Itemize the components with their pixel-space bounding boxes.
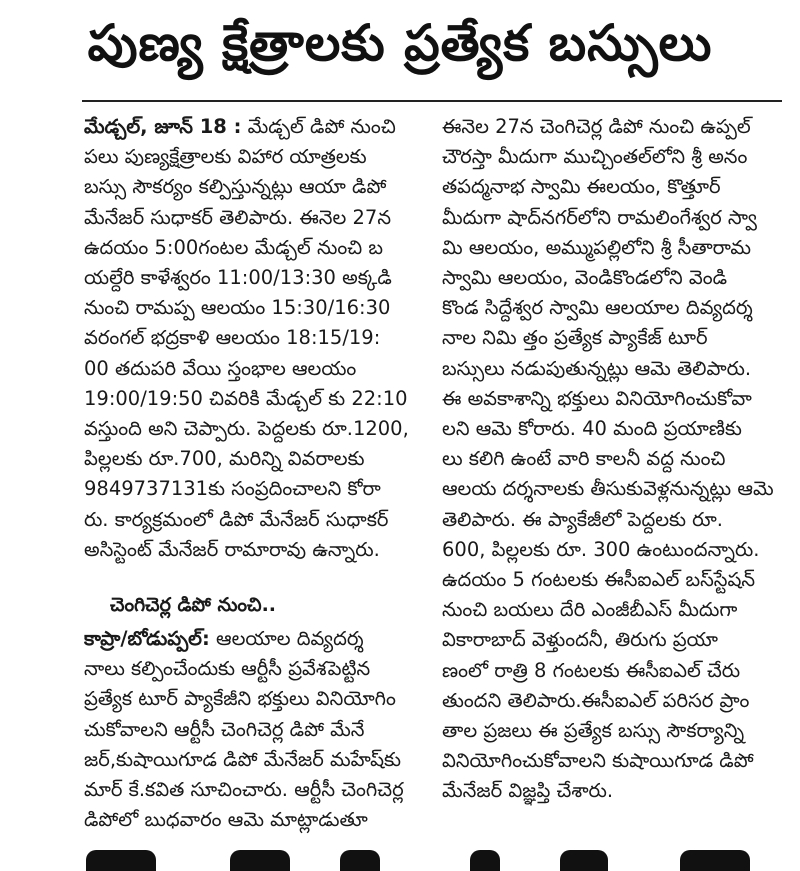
glyph-fragment	[470, 850, 500, 871]
article-line: వస్తుంది అని చెప్పారు. పెద్దలకు రూ.1200,	[84, 417, 409, 441]
right-column	[442, 112, 782, 807]
article-line: తుందని తెలిపారు.ఈసీఐఎల్ పరిసర ప్రాం	[442, 688, 750, 712]
article-line: డిపోలో బుధవారం ఆమె మాట్లాడుతూ	[84, 808, 368, 832]
article-line: కొండ సిద్దేశ్వర స్వామి ఆలయాల దివ్యదర్శ	[442, 296, 753, 320]
article-line: నుంచి రామప్ప ఆలయం 15:30/16:30	[84, 296, 391, 320]
article-line: మేనేజర్ సుధాకర్ తెలిపారు. ఈనెల 27న	[84, 205, 392, 229]
article-line: స్వామి ఆలయం, వెండికొండలోని వెండి	[442, 266, 728, 290]
article-line: యల్దేరి కాళేశ్వరం 11:00/13:30 అక్కడి	[84, 266, 392, 290]
article-line: అసిస్టెంట్ మేనేజర్ రామారావు ఉన్నారు.	[84, 537, 380, 561]
glyph-fragment	[230, 850, 290, 871]
article-line: ఉదయం 5 గంటలకు ఈసీఐఎల్ బస్‌స్టేషన్	[442, 568, 756, 592]
article-line: బస్సులు నడుపుతున్నట్లు ఆమె తెలిపారు.	[442, 356, 752, 380]
article-line: ఈ అవకాశాన్ని భక్తులు వినియోగించుకోవా	[442, 386, 752, 410]
article-line: ప్రత్యేక టూర్ ప్యాకేజీని భక్తులు వినియోగిం	[84, 687, 396, 711]
article-line: వినియోగించుకోవాలని కుషాయిగూడ డిపో	[442, 749, 754, 773]
article-line: లు కలిగి ఉంటే వారి కాలనీ వద్ద నుంచి	[442, 447, 726, 471]
article-line: 600, పిల్లలకు రూ. 300 ఉంటుందన్నారు.	[442, 537, 760, 561]
glyph-fragment	[680, 850, 750, 871]
article-line: వరంగల్ భద్రకాళి ఆలయం 18:15/19:	[84, 326, 381, 350]
article-line: లని ఆమె కోరారు. 40 మంది ప్రయాణికు	[442, 417, 742, 441]
headline: పుణ్య క్షేత్రాలకు ప్రత్యేక బస్సులు	[87, 14, 713, 72]
left-column-second	[84, 624, 424, 835]
article-line: మార్ కే.కవిత సూచించారు. ఆర్టీసీ చెంగిచెర్ల	[84, 778, 404, 802]
subheading: చెంగిచెర్ల డిపో నుంచి..	[110, 594, 277, 616]
article-line: మీదుగా షాద్‌నగర్‌లోని రామలింగేశ్వర స్వా	[442, 205, 757, 229]
article-line: పిల్లలకు రూ.700, మరిన్ని వివరాలకు	[84, 447, 365, 471]
headline-divider	[82, 100, 782, 102]
article-line: నాల నిమి త్తం ప్రత్యేక ప్యాకేజ్ టూర్	[442, 326, 708, 350]
article-line: నుంచి బయలు దేరి ఎంజీబీఎస్ మీదుగా	[442, 598, 738, 622]
article-line: తెలిపారు. ఈ ప్యాకేజీలో పెద్దలకు రూ.	[442, 507, 723, 531]
article-line: చుకోవాలని ఆర్టీసీ చెంగిచెర్ల డిపో మేనే	[84, 717, 365, 741]
article-line: వికారాబాద్ వెళ్తుందనీ, తిరుగు ప్రయా	[442, 628, 719, 652]
article-line: 9849737131కు సంప్రదించాలని కోరా	[84, 477, 381, 501]
article-line: చౌరస్తా మీదుగా ముచ్చింతల్‌లోని శ్రీ అనం	[442, 145, 748, 169]
article-line-1: మేడ్చల్, జూన్ 18 : మేడ్చల్ డిపో నుంచి	[84, 115, 396, 138]
dateline: మేడ్చల్, జూన్ 18 :	[84, 115, 242, 138]
article-line: ణంలో రాత్రి 8 గంటలకు ఈసీఐఎల్ చేరు	[442, 658, 741, 682]
article-line: జర్,కుషాయిగూడ డిపో మేనేజర్ మహేష్‌కు	[84, 747, 401, 771]
left-column	[84, 112, 424, 565]
article-line: రు. కార్యక్రమంలో డిపో మేనేజర్ సుధాకర్	[84, 507, 389, 531]
article-line: ఈనెల 27న చెంగిచెర్ల డిపో నుంచి ఉప్పల్	[442, 115, 751, 138]
article-line: నాలు కల్పించేందుకు ఆర్టీసీ ప్రవేశపెట్టిన	[84, 657, 371, 681]
glyph-fragment	[86, 850, 156, 871]
article-line: ఆలయ దర్శనాలకు తీసుకువెళ్లనున్నట్లు ఆమె	[442, 477, 774, 501]
article-line: కాప్రా/బోడుప్పల్: ఆలయాల దివ్యదర్శ	[84, 627, 364, 650]
article-line: బస్సు సౌకర్యం కల్పిస్తున్నట్లు ఆయా డిపో	[84, 175, 387, 199]
article-line: ఉదయం 5:00గంటల మేడ్చల్ నుంచి బ	[84, 235, 384, 259]
dateline-2: కాప్రా/బోడుప్పల్:	[84, 627, 210, 650]
glyph-fragment	[340, 850, 380, 871]
next-headline-fragment	[0, 842, 800, 871]
article-line: మి ఆలయం, అమ్ముపల్లిలోని శ్రీ సీతారామ	[442, 235, 751, 259]
article-line: 00 తదుపరి వేయి స్తంభాల ఆలయం	[84, 356, 357, 380]
article-line: 19:00/19:50 చివరికి మేడ్చల్ కు 22:10	[84, 386, 408, 410]
article-line: పలు పుణ్యక్షేత్రాలకు విహార యాత్రలకు	[84, 145, 367, 169]
glyph-fragment	[560, 850, 608, 871]
article-line: తాల ప్రజలు ఈ ప్రత్యేక బస్సు సౌకర్యాన్ని	[442, 719, 745, 743]
article-line: మేనేజర్ విజ్ఞప్తి చేశారు.	[442, 779, 614, 803]
article-line: తపద్మనాభ స్వామి ఈలయం, కొత్తూర్	[442, 175, 721, 199]
